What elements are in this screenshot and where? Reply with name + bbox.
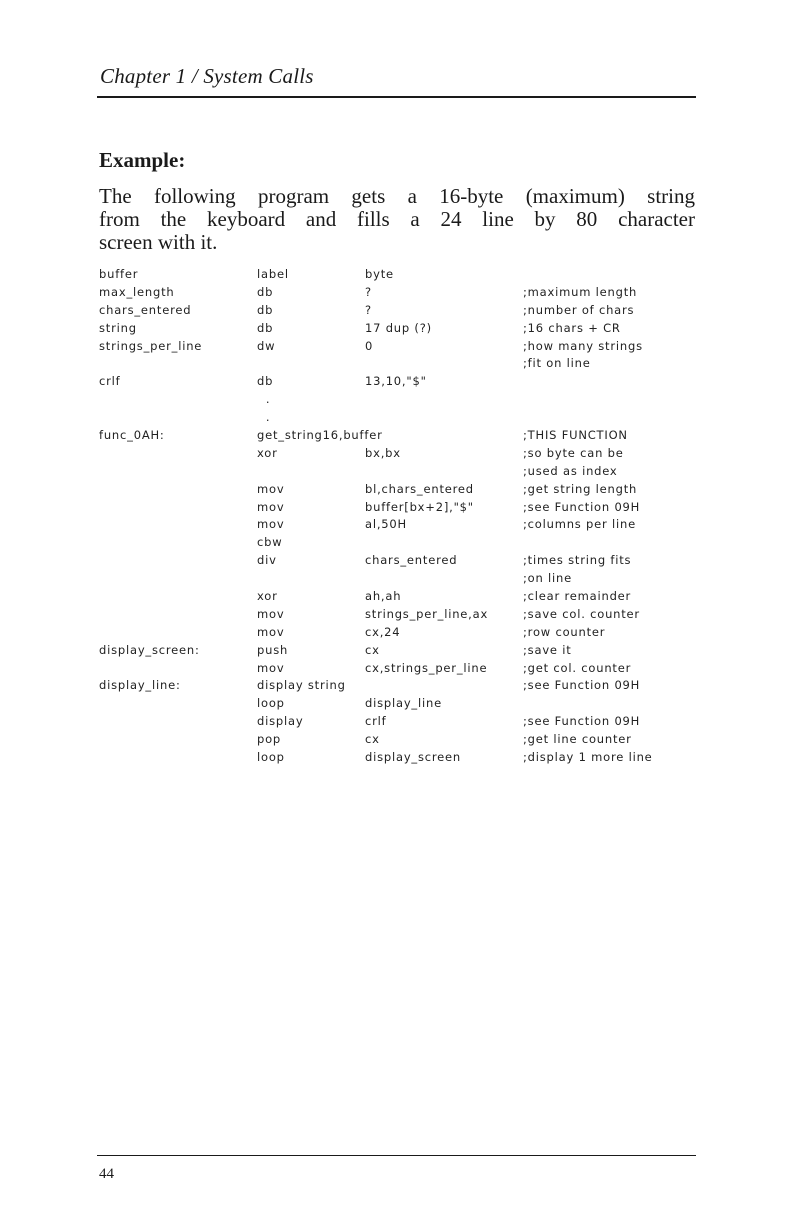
section-heading: Example: (99, 148, 186, 172)
code-arg: display_line (365, 696, 442, 711)
code-arg: al,50H (365, 517, 407, 532)
code-op: mov (257, 660, 285, 675)
code-op: display string (257, 678, 346, 693)
code-arg: cx,strings_per_line (365, 660, 488, 675)
code-comment: ;get line counter (523, 732, 632, 747)
chapter-title: Chapter 1 / System Calls (100, 64, 314, 88)
code-line (99, 409, 699, 427)
code-arg: 13,10,"$" (365, 374, 427, 389)
code-line (99, 463, 699, 481)
code-line (99, 713, 699, 731)
code-label: buffer (99, 267, 139, 281)
code-line (99, 499, 699, 517)
code-comment: ;times string fits (523, 553, 632, 568)
intro-line: The following program gets a 16-byte (maximum) string (99, 184, 695, 208)
footer-rule (97, 1155, 696, 1156)
code-line (99, 624, 699, 642)
code-listing (99, 266, 699, 767)
code-op: mov (257, 606, 285, 621)
code-comment: ;THIS FUNCTION (523, 428, 628, 443)
header-rule (97, 96, 696, 98)
code-line (99, 534, 699, 552)
code-arg: ? (365, 284, 372, 299)
code-line (99, 320, 699, 338)
code-line (99, 355, 699, 373)
code-line (99, 266, 699, 284)
code-comment: ;columns per line (523, 517, 636, 532)
code-line (99, 302, 699, 320)
code-line (99, 695, 699, 713)
code-label: crlf (99, 374, 121, 389)
code-line (99, 749, 699, 767)
code-label: display_screen: (99, 642, 200, 657)
code-op: db (257, 374, 274, 389)
code-label: func_0AH: (99, 428, 165, 443)
code-op: mov (257, 481, 285, 496)
code-comment: ;on line (523, 571, 573, 586)
code-label: display_line: (99, 678, 181, 693)
code-arg: bx,bx (365, 445, 401, 460)
code-arg: display_screen (365, 750, 462, 765)
code-line (99, 338, 699, 356)
code-comment: ;clear remainder (523, 589, 632, 604)
code-label: max_length (99, 284, 175, 299)
code-line (99, 391, 699, 409)
code-op: get_string16,buffer (257, 428, 383, 443)
code-op: pop (257, 732, 282, 747)
code-comment: ;number of chars (523, 302, 635, 317)
code-comment: ;16 chars + CR (523, 320, 621, 335)
code-arg: cx (365, 732, 380, 747)
code-op: mov (257, 499, 285, 514)
code-comment: ;see Function 09H (523, 499, 641, 514)
code-comment: ;maximum length (523, 284, 638, 299)
code-line (99, 481, 699, 499)
code-op: db (257, 302, 274, 317)
intro-line: from the keyboard and fills a 24 line by 80 character (99, 207, 695, 231)
code-arg: strings_per_line,ax (365, 606, 489, 621)
code-comment: ;so byte can be (523, 445, 624, 460)
intro-line: screen with it. (99, 230, 218, 254)
code-arg: cx,24 (365, 624, 401, 639)
code-op: db (257, 284, 274, 299)
code-comment: ;how many strings (523, 338, 643, 353)
code-comment: ;see Function 09H (523, 714, 641, 729)
code-comment: ;get col. counter (523, 660, 632, 675)
code-line (99, 642, 699, 660)
code-line (99, 516, 699, 534)
code-op: . (257, 392, 271, 407)
code-arg: ah,ah (365, 589, 402, 604)
code-op: div (257, 553, 277, 568)
code-line (99, 284, 699, 302)
code-line (99, 373, 699, 391)
code-op: mov (257, 624, 285, 639)
code-op: label (257, 267, 289, 281)
code-arg: crlf (365, 714, 387, 729)
code-op: cbw (257, 535, 283, 550)
intro-paragraph (99, 185, 695, 254)
code-op: mov (257, 517, 285, 532)
code-comment: ;save col. counter (523, 606, 640, 621)
code-arg: byte (365, 267, 394, 281)
code-op: loop (257, 750, 285, 765)
code-op: loop (257, 696, 285, 711)
code-arg: bl,chars_entered (365, 481, 474, 496)
code-arg: chars_entered (365, 553, 458, 568)
code-line (99, 427, 699, 445)
code-comment: ;save it (523, 642, 572, 657)
code-label: chars_entered (99, 302, 192, 317)
code-arg: ? (365, 302, 372, 317)
code-comment: ;display 1 more line (523, 750, 653, 765)
code-line (99, 588, 699, 606)
code-comment: ;used as index (523, 463, 618, 478)
code-arg: 17 dup (?) (365, 320, 432, 335)
code-line (99, 570, 699, 588)
code-op: push (257, 642, 289, 657)
code-comment: ;row counter (523, 624, 606, 639)
code-comment: ;see Function 09H (523, 678, 641, 693)
code-comment: ;get string length (523, 481, 638, 496)
code-arg: 0 (365, 338, 374, 353)
code-comment: ;fit on line (523, 356, 591, 371)
code-line (99, 660, 699, 678)
code-label: string (99, 320, 137, 335)
code-op: dw (257, 338, 276, 353)
code-arg: cx (365, 642, 380, 657)
code-line (99, 445, 699, 463)
code-label: strings_per_line (99, 338, 203, 353)
code-op: xor (257, 589, 278, 604)
code-line (99, 677, 699, 695)
code-op: xor (257, 445, 278, 460)
code-op: . (257, 410, 271, 425)
code-line (99, 552, 699, 570)
code-arg: buffer[bx+2],"$" (365, 499, 474, 514)
code-line (99, 606, 699, 624)
code-line (99, 731, 699, 749)
code-op: db (257, 320, 274, 335)
code-op: display (257, 714, 304, 729)
page-number: 44 (99, 1166, 114, 1182)
